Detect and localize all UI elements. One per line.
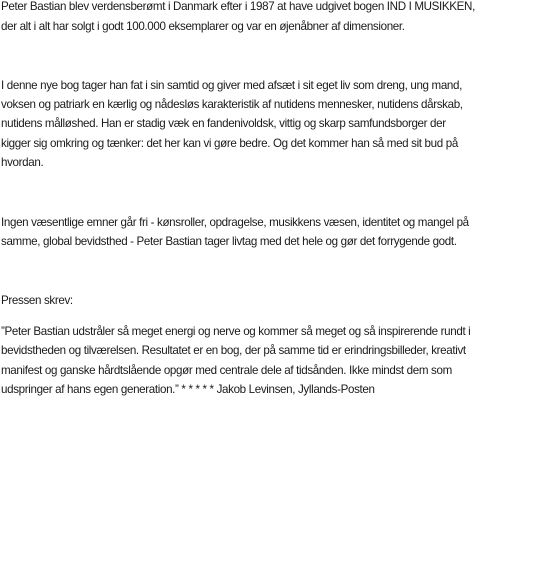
text-line: hvordan.: [1, 156, 44, 169]
text-line: Ingen væsentlige emner går fri - kønsroller, opdragelse, musikkens væsen, identitet og mangel på: [1, 216, 469, 229]
text-line: voksen og patriark en kærlig og nådesløs karakteristik af nutidens mennesker, nutidens dårskab,: [1, 98, 463, 111]
text-line: der alt i alt har solgt i godt 100.000 eksemplarer og var en øjenåbner af dimensioner.: [1, 20, 405, 33]
text-line: nutidens målløshed. Han er stadig væk en fandenivoldsk, vittig og skarp samfundsborger der: [1, 117, 446, 130]
text-line: manifest og ganske hårdtslående opgør med centrale dele af tidsånden. Ikke mindst dem som: [1, 364, 452, 377]
text-line: kigger sig omkring og tænker: det her kan vi gøre bedre. Og det kommer han så med sit bud på: [1, 137, 458, 150]
text-line: ”Peter Bastian udstråler så meget energi og nerve og kommer så meget og så inspirerende rundt i: [1, 325, 471, 338]
text-line: samme, global bevidsthed - Peter Bastian tager livtag med det hele og gør det forrygende godt.: [1, 235, 457, 248]
text-line: I denne nye bog tager han fat i sin samtid og giver med afsæt i sit eget liv som dreng, ung mand,: [1, 79, 462, 92]
text-line: Pressen skrev:: [1, 294, 73, 307]
text-line: udspringer af hans egen generation.” * * * * * Jakob Levinsen, Jyllands-Posten: [1, 383, 375, 396]
text-line: bevidstheden og tilværelsen. Resultatet er en bog, der på samme tid er erindringsbilleder, kreativt: [1, 344, 466, 357]
text-line: Peter Bastian blev verdensberømt i Danmark efter i 1987 at have udgivet bogen IND I MUSIKKEN,: [1, 0, 475, 13]
